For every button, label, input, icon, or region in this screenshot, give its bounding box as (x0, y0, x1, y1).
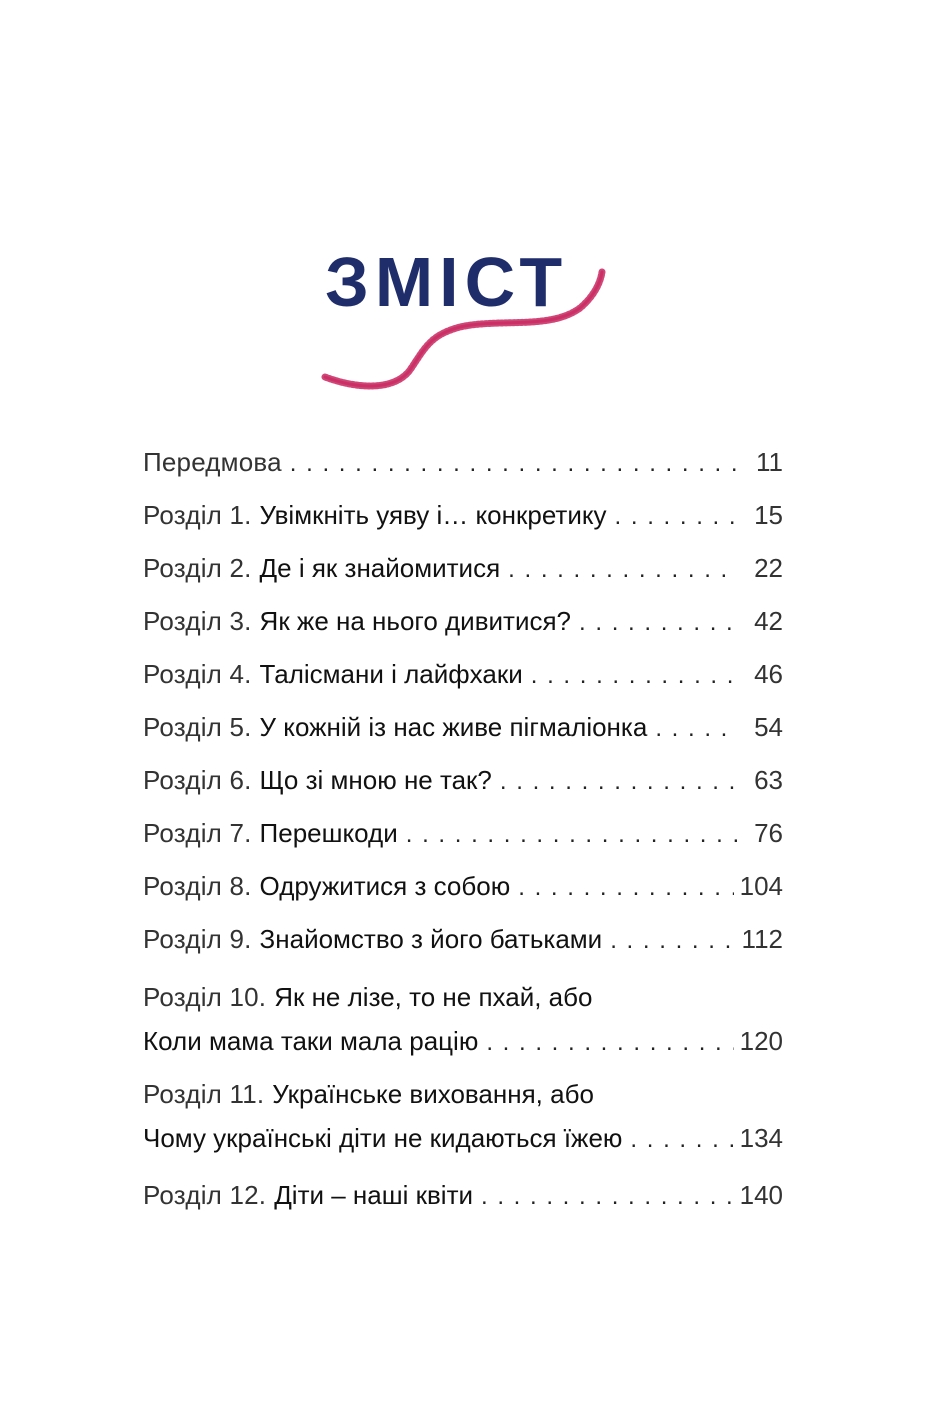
toc-label: Розділ 7. (143, 818, 252, 848)
toc-page-number: 22 (754, 553, 783, 583)
leader-dots (630, 1118, 733, 1162)
toc-label: Розділ 8. (143, 871, 252, 901)
toc-label: Розділ 5. (143, 712, 252, 742)
toc-entry-chapter-5[interactable] (143, 701, 783, 754)
toc-page-number: 140 (739, 1180, 783, 1210)
toc-title: Талісмани і лайфхаки (259, 659, 523, 689)
leader-dots (500, 755, 737, 808)
toc-entry-chapter-7[interactable] (143, 807, 783, 860)
toc-title: Українське виховання, або (272, 1079, 594, 1109)
toc-title: Перешкоди (259, 818, 398, 848)
toc-page-number: 76 (754, 818, 783, 848)
toc-label: Розділ 9. (143, 924, 252, 954)
toc-page-number: 120 (739, 1026, 783, 1056)
toc-title: Що зі мною не так? (259, 765, 492, 795)
toc-title: Діти – наші квіти (274, 1180, 473, 1210)
toc-title: Як не лізе, то не пхай, або (274, 982, 593, 1012)
toc-label: Розділ 1. (143, 500, 252, 530)
toc-title-continued: Чому українські діти не кидаються їжею (143, 1123, 623, 1153)
toc-page-number: 104 (739, 871, 783, 901)
leader-dots (615, 490, 737, 543)
toc-title: Де і як знайомитися (259, 553, 501, 583)
toc-label: Розділ 6. (143, 765, 252, 795)
toc-heading (300, 230, 640, 410)
toc-title: Увімкніть уяву і… конкретику (259, 500, 607, 530)
leader-dots (610, 914, 735, 967)
toc-label: Передмова (143, 447, 282, 477)
toc-entry-chapter-2[interactable] (143, 542, 783, 595)
leader-dots (486, 1021, 733, 1065)
leader-dots (290, 437, 737, 490)
page-title: ЗМІСТ (325, 243, 569, 321)
toc-entry-chapter-3[interactable] (143, 595, 783, 648)
toc-label: Розділ 4. (143, 659, 252, 689)
toc-title: Одружитися з собою (259, 871, 511, 901)
toc-label: Розділ 12. (143, 1180, 267, 1210)
toc-title: У кожній із нас живе пігмаліонка (259, 712, 648, 742)
toc-entry-chapter-1[interactable] (143, 489, 783, 542)
toc-title: Як же на нього дивитися? (259, 606, 572, 636)
toc-page-number: 46 (754, 659, 783, 689)
toc-page-number: 112 (741, 924, 783, 954)
toc-title: Знайомство з його батьками (259, 924, 603, 954)
leader-dots (406, 808, 737, 861)
toc-page-number: 54 (754, 712, 783, 742)
toc-entry-chapter-6[interactable] (143, 754, 783, 807)
toc-entry-preface[interactable] (143, 436, 783, 489)
toc-page-number: 63 (754, 765, 783, 795)
leader-dots (481, 1170, 734, 1223)
toc-label: Розділ 3. (143, 606, 252, 636)
toc-page-number: 15 (754, 500, 783, 530)
leader-dots (579, 596, 737, 649)
toc-entry-chapter-12[interactable] (143, 1169, 783, 1222)
toc-label: Розділ 11. (143, 1079, 265, 1109)
table-of-contents (143, 436, 783, 1222)
toc-title-continued: Коли мама таки мала рацію (143, 1026, 479, 1056)
toc-label: Розділ 10. (143, 982, 267, 1012)
toc-entry-chapter-11[interactable] (143, 1072, 783, 1160)
toc-label: Розділ 2. (143, 553, 252, 583)
squiggle-decoration (300, 230, 640, 410)
toc-entry-chapter-8[interactable] (143, 860, 783, 913)
toc-entry-chapter-4[interactable] (143, 648, 783, 701)
toc-entry-chapter-9[interactable] (143, 913, 783, 966)
leader-dots (518, 861, 733, 914)
toc-page-number: 11 (756, 447, 783, 477)
toc-page-number: 42 (754, 606, 783, 636)
leader-dots (655, 702, 737, 755)
toc-entry-chapter-10[interactable] (143, 975, 783, 1063)
leader-dots (508, 543, 737, 596)
leader-dots (531, 649, 737, 702)
toc-page-number: 134 (739, 1123, 783, 1153)
